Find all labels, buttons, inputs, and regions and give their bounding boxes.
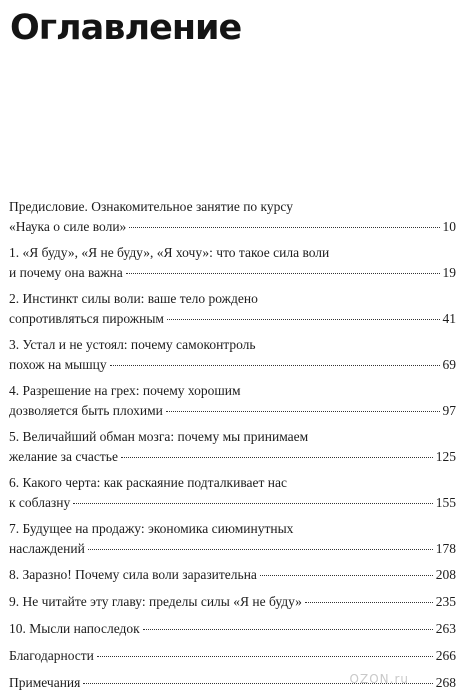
toc-entry-text: наслаждений bbox=[9, 541, 85, 556]
dot-leader bbox=[166, 411, 440, 412]
toc-entry bbox=[9, 519, 456, 559]
toc-page-number: 208 bbox=[435, 567, 456, 582]
toc-entry-text: 6. Какого черта: как раскаяние подталкивает нас bbox=[9, 475, 288, 490]
toc-entry-text: к соблазну bbox=[9, 495, 71, 510]
toc-entry bbox=[9, 565, 456, 585]
dot-leader bbox=[305, 602, 433, 603]
toc-entry bbox=[9, 381, 456, 421]
toc-entry-text: 3. Устал и не устоял: почему самоконтроль bbox=[9, 337, 256, 352]
watermark: OZON.ru bbox=[349, 672, 409, 686]
toc-entry-text: 9. Не читайте эту главу: пределы силы «Я не буду» bbox=[9, 594, 302, 609]
toc-entry bbox=[9, 427, 456, 467]
dot-leader bbox=[110, 365, 440, 366]
toc-entry-text: желание за счастье bbox=[9, 449, 118, 464]
dot-leader bbox=[97, 656, 433, 657]
toc-entry bbox=[9, 243, 456, 283]
toc-entry-text: 7. Будущее на продажу: экономика сиюминутных bbox=[9, 521, 294, 536]
toc-page-number: 19 bbox=[442, 265, 456, 280]
toc-entry-text: Благодарности bbox=[9, 648, 94, 663]
toc-entry-text: 2. Инстинкт силы воли: ваше тело рождено bbox=[9, 291, 258, 306]
toc-entry bbox=[9, 473, 456, 513]
toc-entry-text: 5. Величайший обман мозга: почему мы принимаем bbox=[9, 429, 309, 444]
toc-entry bbox=[9, 592, 456, 612]
dot-leader bbox=[167, 319, 440, 320]
toc-entry bbox=[9, 619, 456, 639]
toc-entry-text: Предисловие. Ознакомительное занятие по курсу bbox=[9, 199, 293, 214]
toc-entry-text: Примечания bbox=[9, 675, 81, 690]
toc-entry-text: 8. Заразно! Почему сила воли заразительна bbox=[9, 567, 257, 582]
toc-entry bbox=[9, 335, 456, 375]
table-of-contents bbox=[9, 197, 456, 700]
dot-leader bbox=[121, 457, 433, 458]
toc-entry-text: 4. Разрешение на грех: почему хорошим bbox=[9, 383, 241, 398]
dot-leader bbox=[143, 629, 433, 630]
toc-entry bbox=[9, 197, 456, 237]
toc-page-number: 41 bbox=[442, 311, 456, 326]
toc-page-number: 155 bbox=[435, 495, 456, 510]
toc-page-number: 178 bbox=[435, 541, 456, 556]
toc-page-number: 266 bbox=[435, 648, 456, 663]
toc-page-number: 69 bbox=[442, 357, 456, 372]
toc-page-number: 263 bbox=[435, 621, 456, 636]
toc-page-number: 268 bbox=[435, 675, 456, 690]
toc-entry-text: и почему она важна bbox=[9, 265, 123, 280]
dot-leader bbox=[73, 503, 433, 504]
toc-entry-text: сопротивляться пирожным bbox=[9, 311, 164, 326]
toc-page-number: 235 bbox=[435, 594, 456, 609]
toc-entry-text: похож на мышцу bbox=[9, 357, 107, 372]
toc-entry-text: 1. «Я буду», «Я не буду», «Я хочу»: что такое сила воли bbox=[9, 245, 330, 260]
toc-entry-text: «Наука о силе воли» bbox=[9, 219, 127, 234]
toc-entry-text: 10. Мысли напоследок bbox=[9, 621, 140, 636]
toc-entry bbox=[9, 289, 456, 329]
toc-page-number: 10 bbox=[442, 219, 456, 234]
page-title: Оглавление bbox=[10, 8, 242, 48]
dot-leader bbox=[126, 273, 440, 274]
toc-page-number: 125 bbox=[435, 449, 456, 464]
dot-leader bbox=[260, 575, 433, 576]
dot-leader bbox=[129, 227, 439, 228]
toc-entry-text: дозволяется быть плохими bbox=[9, 403, 163, 418]
toc-page-number: 97 bbox=[442, 403, 456, 418]
toc-entry bbox=[9, 646, 456, 666]
dot-leader bbox=[88, 549, 433, 550]
